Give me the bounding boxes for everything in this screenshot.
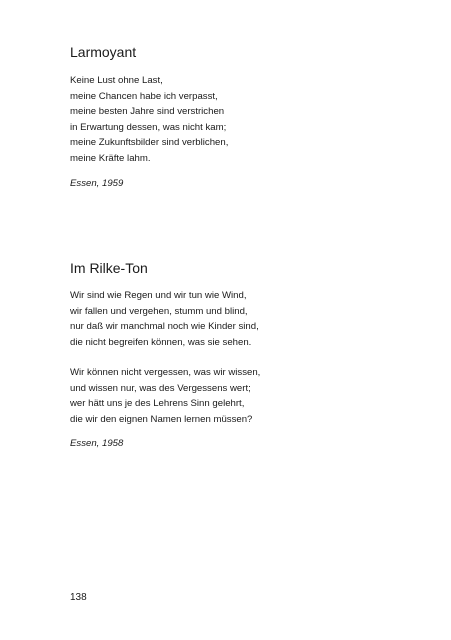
poem-title-larmoyant: Larmoyant bbox=[70, 44, 137, 60]
poem-line: die nicht begreifen können, was sie sehen. bbox=[70, 336, 252, 348]
poem-line: meine Kräfte lahm. bbox=[70, 152, 151, 164]
poem-place-date: Essen, 1958 bbox=[70, 438, 124, 449]
poem-line: Wir sind wie Regen und wir tun wie Wind, bbox=[70, 290, 247, 301]
poem-line: die wir den eignen Namen lernen müssen? bbox=[70, 413, 253, 425]
poem-place-date: Essen, 1959 bbox=[70, 178, 124, 189]
poem-title-im-rilke-ton: Im Rilke-Ton bbox=[70, 260, 148, 276]
poem-stanza bbox=[70, 365, 260, 427]
poem-line: und wissen nur, was des Vergessens wert; bbox=[70, 382, 251, 394]
poem-stanza bbox=[70, 73, 228, 167]
poem-stanza bbox=[70, 288, 259, 350]
poem-line: wir fallen und vergehen, stumm und blind, bbox=[70, 305, 248, 317]
poem-line: meine Chancen habe ich verpasst, bbox=[70, 90, 218, 102]
poem-line: meine besten Jahre sind verstrichen bbox=[70, 106, 225, 118]
page-number: 138 bbox=[70, 592, 87, 603]
poem-line: in Erwartung dessen, was nicht kam; bbox=[70, 121, 227, 133]
poem-line: wer hätt uns je des Lehrens Sinn gelehrt, bbox=[70, 398, 245, 410]
poem-line: meine Zukunftsbilder sind verblichen, bbox=[70, 137, 229, 149]
poem-line: nur daß wir manchmal noch wie Kinder sind, bbox=[70, 321, 259, 333]
poem-line: Keine Lust ohne Last, bbox=[70, 75, 163, 86]
poem-line: Wir können nicht vergessen, was wir wissen, bbox=[70, 367, 261, 378]
